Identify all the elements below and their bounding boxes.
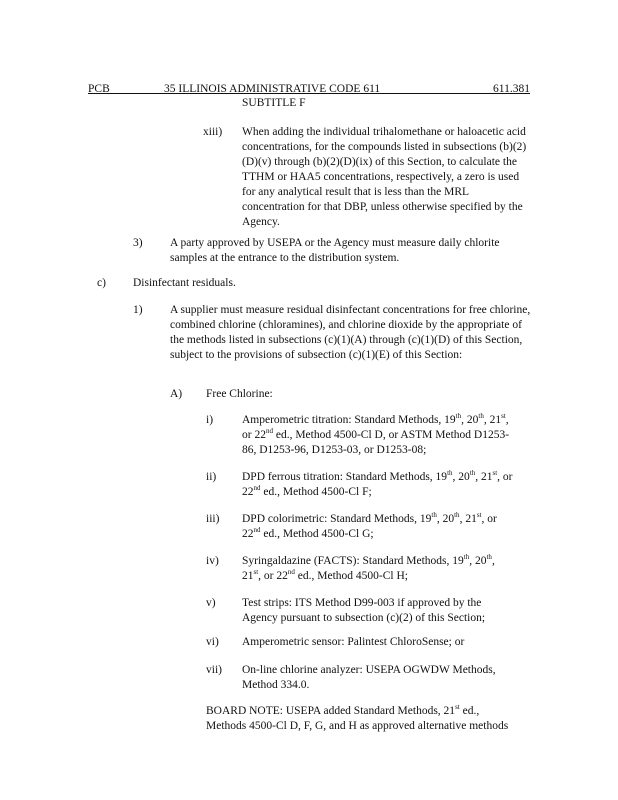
board-note-line1: BOARD NOTE: USEPA added Standard Methods, 21st ed.,: [206, 703, 480, 717]
item-iv-line1: Syringaldazine (FACTS): Standard Methods, 19th, 20th,: [242, 553, 495, 567]
item-label-c1: 1): [133, 304, 143, 316]
item-iii-line2: 22nd ed., Method 4500-Cl G;: [242, 526, 374, 540]
page-header: [88, 82, 530, 109]
item-text-i: [242, 413, 534, 458]
item-ii-line1: DPD ferrous titration: Standard Methods, 19th, 20th, 21st, or: [242, 469, 513, 483]
item-label-iv: iv): [206, 555, 219, 567]
item-text-b3: A party approved by USEPA or the Agency must measure daily chlorite samples at the entrance to the distribution system.: [170, 237, 500, 264]
header-left: PCB: [88, 83, 110, 95]
item-text-iii: [242, 512, 534, 542]
item-label-b3: 3): [133, 237, 143, 249]
item-ii-line2: 22nd ed., Method 4500-Cl F;: [242, 484, 372, 498]
item-text-xiii: When adding the individual trihalomethane or haloacetic acid concentrations, for the compounds listed in subsections (b)(2)(D)(v) through (b)(2)(D)(ix) of this Section, to calculate the TTHM or HAA5 concentrations, respectively, a zero is used for any analytical result that is less than the MRL concentration for that DBP, unless otherwise specified by the Agency.: [242, 126, 527, 228]
item-iv-line2: 21st, or 22nd ed., Method 4500-Cl H;: [242, 568, 408, 582]
item-text-c1: A supplier must measure residual disinfectant concentrations for free chlorine, combined chlorine (chloramines), and chlorine dioxide by the appropriate of the methods listed in subsections (c)(1)(A) through (c)(1)(D) of this Section, subject to the provisions of subsection (c)(1)(E) of this Section:: [170, 304, 531, 361]
item-text-A: Free Chlorine:: [206, 388, 273, 400]
item-label-xiii: xiii): [203, 126, 223, 138]
item-text-ii: [242, 470, 534, 500]
item-text-vi: Amperometric sensor: Palintest ChloroSense; or: [242, 636, 465, 648]
board-note: [206, 704, 526, 734]
item-label-v: v): [206, 597, 216, 609]
item-text-v: Test strips: ITS Method D99-003 if approved by the Agency pursuant to subsection (c)(2) of this Section;: [242, 597, 486, 624]
header-title: 35 ILLINOIS ADMINISTRATIVE CODE 611: [164, 83, 381, 95]
item-iii-line1: DPD colorimetric: Standard Methods, 19th, 20th, 21st, or: [242, 511, 497, 525]
board-note-line2: Methods 4500-Cl D, F, G, and H as approved alternative methods: [206, 720, 509, 732]
header-subtitle: SUBTITLE F: [242, 97, 306, 109]
item-label-ii: ii): [206, 471, 217, 483]
item-i-line2: or 22nd ed., Method 4500-Cl D, or ASTM Method D1253-: [242, 427, 510, 441]
item-text-c: Disinfectant residuals.: [133, 277, 236, 289]
item-label-i: i): [206, 414, 214, 426]
item-label-vi: vi): [206, 636, 219, 648]
item-label-iii: iii): [206, 513, 220, 525]
item-label-c: c): [97, 277, 106, 289]
item-i-line3: 86, D1253-96, D1253-03, or D1253-08;: [242, 444, 427, 456]
item-i-line1: Amperometric titration: Standard Methods, 19th, 20th, 21st,: [242, 412, 509, 426]
item-label-vii: vii): [206, 664, 222, 676]
item-text-iv: [242, 554, 534, 584]
header-rule: [88, 93, 530, 94]
header-section-number: 611.381: [493, 83, 530, 95]
item-text-vii: On-line chlorine analyzer: USEPA OGWDW Methods, Method 334.0.: [242, 664, 496, 691]
item-label-A: A): [170, 388, 183, 400]
